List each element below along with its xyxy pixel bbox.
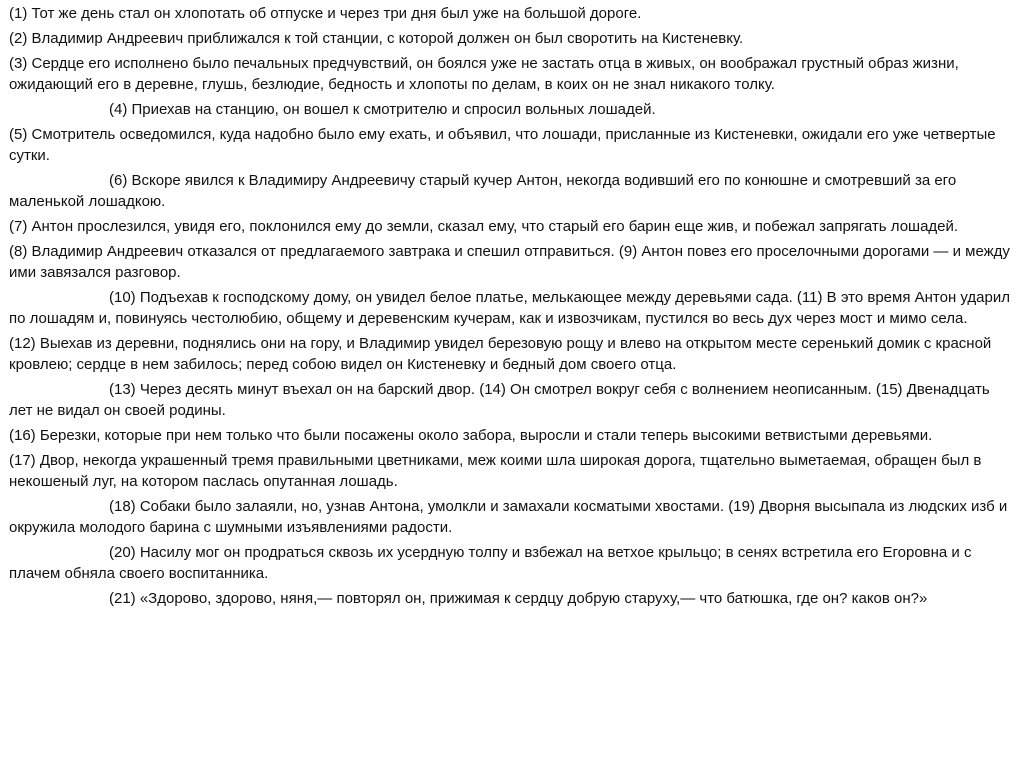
paragraph-18: (18) Собаки было залаяли, но, узнав Антона, умолкли и замахали косматыми хвостами. (19) Дворня высыпала из людских изб и окружила молодого барина с шумными изъявлениями радости. (9, 498, 1008, 536)
paragraph-4: (4) Приехав на станцию, он вошел к смотрителю и спросил вольных лошадей. (109, 101, 656, 118)
paragraph-2: (2) Владимир Андреевич приближался к той станции, с которой должен он был своротить на Кистеневку. (9, 30, 744, 47)
paragraph-21: (21) «Здорово, здорово, няня,— повторял он, прижимая к сердцу добрую старуху,— что батюшка, где он? каков он?» (109, 590, 928, 607)
paragraph-20: (20) Насилу мог он продраться сквозь их усердную толпу и взбежал на ветхое крыльцо; в сенях встретила его Егоровна и с плачем обняла своего воспитанника. (9, 544, 972, 582)
paragraph-12: (12) Выехав из деревни, поднялись они на гору, и Владимир увидел березовую рощу и влево на открытом месте серенький домик с красной кровлею; сердце в нем забилось; перед собою видел он Кистеневку и бедный дом своего отца. (9, 335, 992, 373)
paragraph-16: (16) Березки, которые при нем только что были посажены около забора, выросли и стали теперь высокими ветвистыми деревьями. (9, 427, 933, 444)
paragraph-8: (8) Владимир Андреевич отказался от предлагаемого завтрака и спешил отправиться. (9) Антон повез его проселочными дорогами — и между ими завязался разговор. (9, 243, 1010, 281)
document-text (9, 3, 1015, 613)
paragraph-1: (1) Тот же день стал он хлопотать об отпуске и через три дня был уже на большой дороге. (9, 5, 642, 22)
paragraph-3: (3) Сердце его исполнено было печальных предчувствий, он боялся уже не застать отца в живых, он воображал грустный образ жизни, ожидающий его в деревне, глушь, безлюдие, бедность и хлопоты по делам, в коих он не знал никакого толку. (9, 55, 959, 93)
paragraph-17: (17) Двор, некогда украшенный тремя правильными цветниками, меж коими шла широкая дорога, тщательно выметаемая, обращен был в некошеный луг, на котором паслась опутанная лошадь. (9, 452, 982, 490)
paragraph-13: (13) Через десять минут въехал он на барский двор. (14) Он смотрел вокруг себя с волнением неописанным. (15) Двенадцать лет не видал он своей родины. (9, 381, 990, 419)
paragraph-5: (5) Смотритель осведомился, куда надобно было ему ехать, и объявил, что лошади, присланные из Кистеневки, ожидали его уже четвертые сутки. (9, 126, 996, 164)
paragraph-6: (6) Вскоре явился к Владимиру Андреевичу старый кучер Антон, некогда водивший его по конюшне и смотревший за его маленькой лошадкою. (9, 172, 957, 210)
paragraph-7: (7) Антон прослезился, увидя его, поклонился ему до земли, сказал ему, что старый его барин еще жив, и побежал запрягать лошадей. (9, 218, 959, 235)
paragraph-10: (10) Подъехав к господскому дому, он увидел белое платье, мелькающее между деревьями сада. (11) В это время Антон ударил по лошадям и, повинуясь честолюбию, общему и деревенским кучерам, как и извозчикам, пустился во весь дух через мост и мимо села. (9, 289, 1010, 327)
